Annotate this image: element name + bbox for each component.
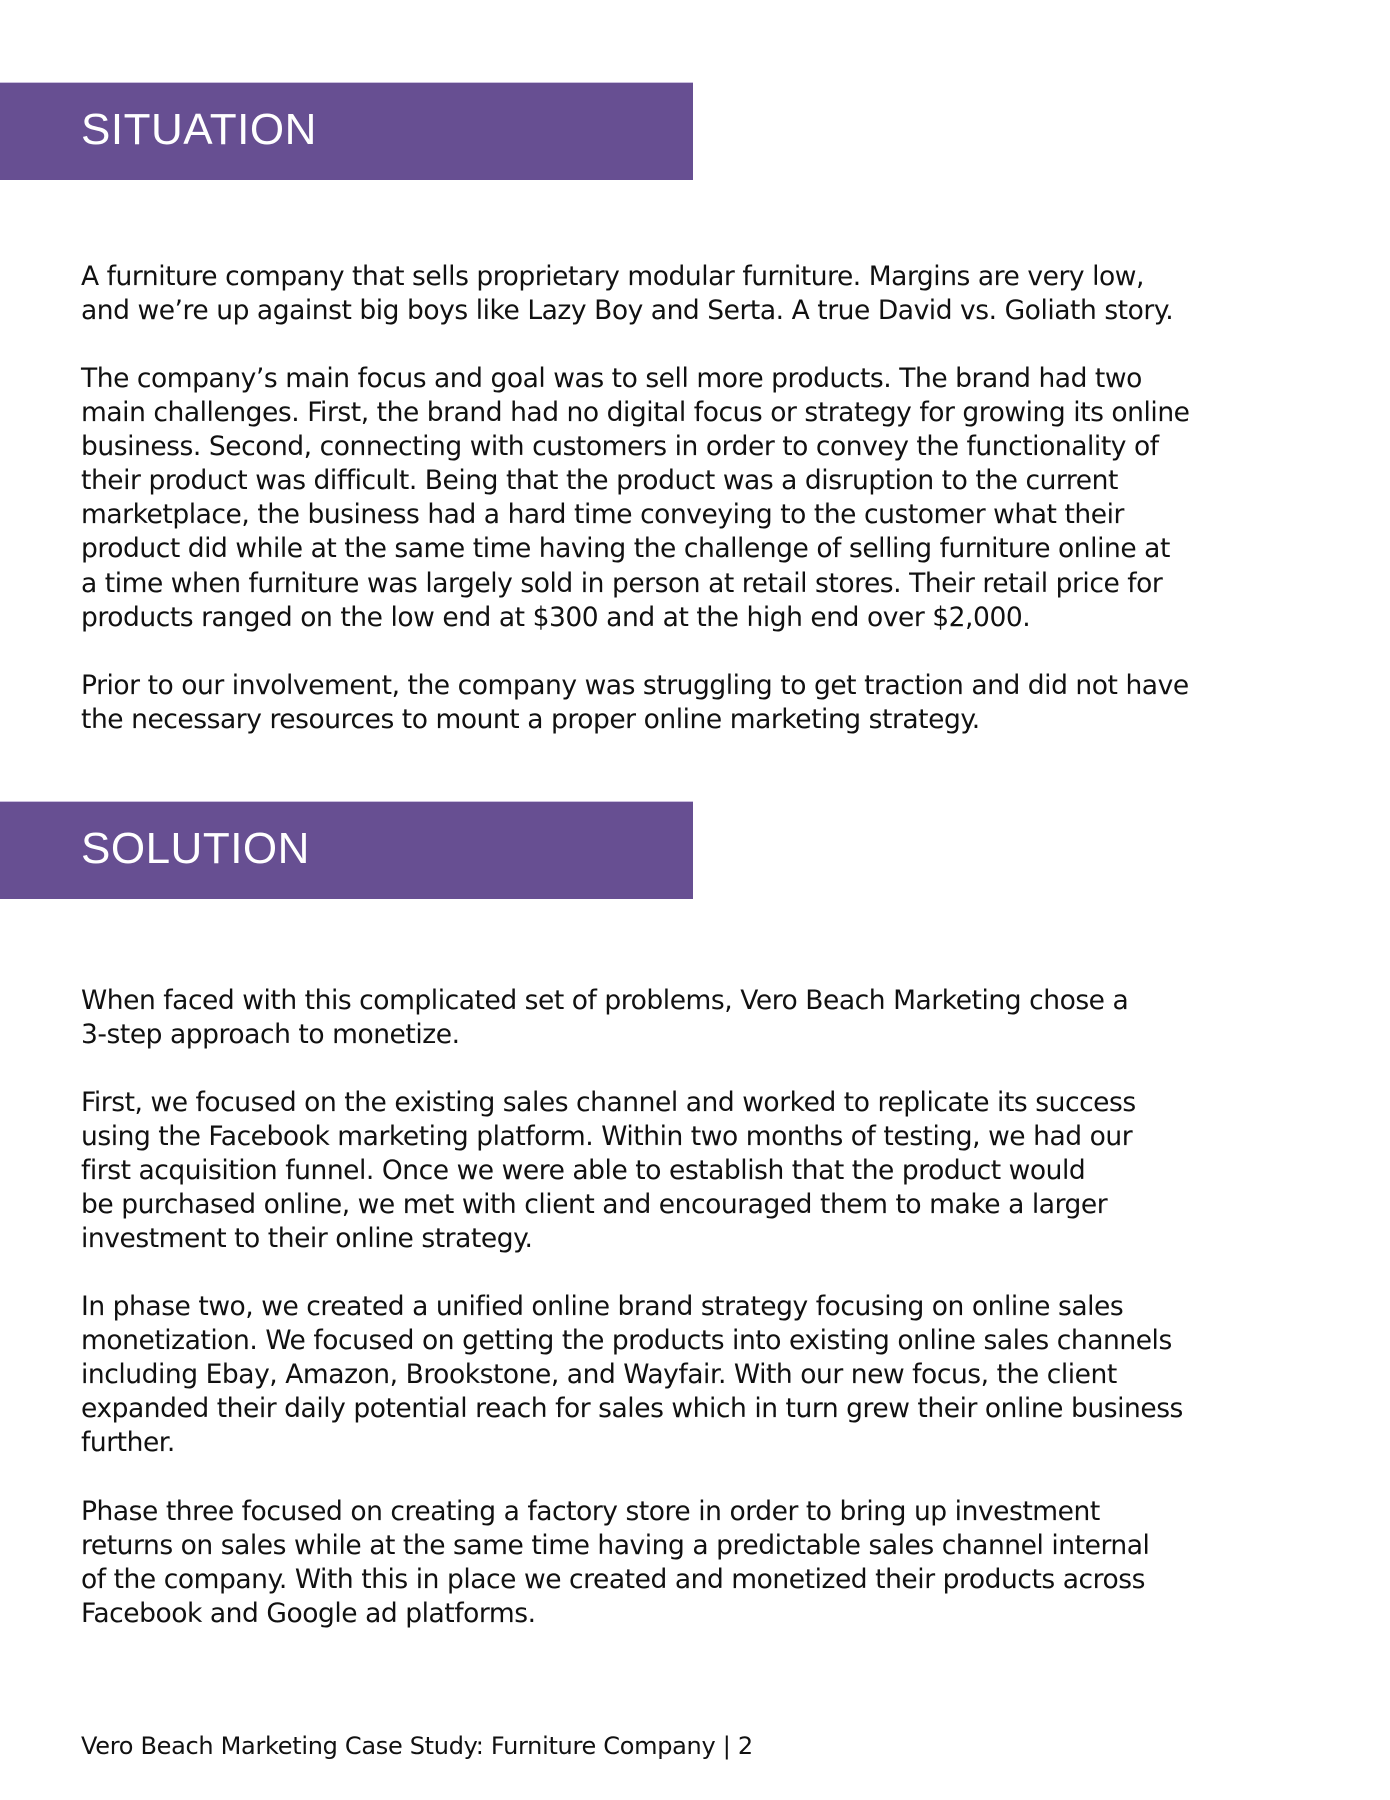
solution-paragraph-4 [81, 1495, 1341, 1631]
text-line: 3-step approach to monetize. [81, 1019, 460, 1051]
situation-heading: SITUATION [81, 105, 317, 154]
text-line: further. [81, 1427, 175, 1459]
solution-paragraph-3 [81, 1290, 1341, 1460]
text-line: Prior to our involvement, the company was struggling to get traction and did not have [81, 670, 1189, 701]
solution-paragraph-2 [81, 1086, 1341, 1256]
text-line: Facebook and Google ad platforms. [81, 1598, 536, 1630]
text-line: product did while at the same time having the challenge of selling furniture online at [81, 533, 1170, 565]
text-line: When faced with this complicated set of problems, Vero Beach Marketing chose a [81, 985, 1129, 1016]
page-footer: Vero Beach Marketing Case Study: Furniture Company | 2 [81, 1732, 753, 1760]
text-line: investment to their online strategy. [81, 1223, 533, 1255]
text-line: be purchased online, we met with client and encouraged them to make a larger [81, 1189, 1108, 1221]
text-line: marketplace, the business had a hard time conveying to the customer what their [81, 499, 1124, 531]
text-line: business. Second, connecting with customers in order to convey the functionality of [81, 431, 1159, 463]
solution-heading: SOLUTION [81, 824, 310, 873]
text-line: main challenges. First, the brand had no digital focus or strategy for growing its online [81, 397, 1190, 429]
situation-header-banner [0, 82, 693, 180]
text-line: First, we focused on the existing sales channel and worked to replicate its success [81, 1087, 1136, 1118]
text-line: monetization. We focused on getting the products into existing online sales channels [81, 1325, 1172, 1357]
situation-paragraph-1 [81, 260, 1341, 328]
text-line: first acquisition funnel. Once we were able to establish that the product would [81, 1155, 1086, 1187]
text-line: a time when furniture was largely sold in person at retail stores. Their retail price for [81, 567, 1163, 599]
text-line: using the Facebook marketing platform. Within two months of testing, we had our [81, 1121, 1133, 1153]
situation-paragraph-2 [81, 362, 1341, 635]
text-line: expanded their daily potential reach for sales which in turn grew their online business [81, 1393, 1183, 1425]
situation-paragraph-3 [81, 669, 1341, 737]
text-line: of the company. With this in place we created and monetized their products across [81, 1564, 1145, 1596]
solution-header-banner [0, 801, 693, 899]
solution-paragraph-1 [81, 984, 1341, 1052]
text-line: the necessary resources to mount a proper online marketing strategy. [81, 704, 980, 736]
text-line: and we’re up against big boys like Lazy Boy and Serta. A true David vs. Goliath story. [81, 295, 1174, 327]
text-line: The company’s main focus and goal was to sell more products. The brand had two [81, 363, 1142, 394]
text-line: In phase two, we created a unified online brand strategy focusing on online sales [81, 1291, 1124, 1322]
text-line: returns on sales while at the same time having a predictable sales channel internal [81, 1530, 1150, 1562]
text-line: A furniture company that sells proprietary modular furniture. Margins are very low, [81, 261, 1144, 292]
text-line: Phase three focused on creating a factory store in order to bring up investment [81, 1496, 1100, 1527]
text-line: including Ebay, Amazon, Brookstone, and Wayfair. With our new focus, the client [81, 1359, 1117, 1391]
text-line: products ranged on the low end at $300 and at the high end over $2,000. [81, 601, 1031, 633]
text-line: their product was difficult. Being that the product was a disruption to the current [81, 465, 1118, 497]
